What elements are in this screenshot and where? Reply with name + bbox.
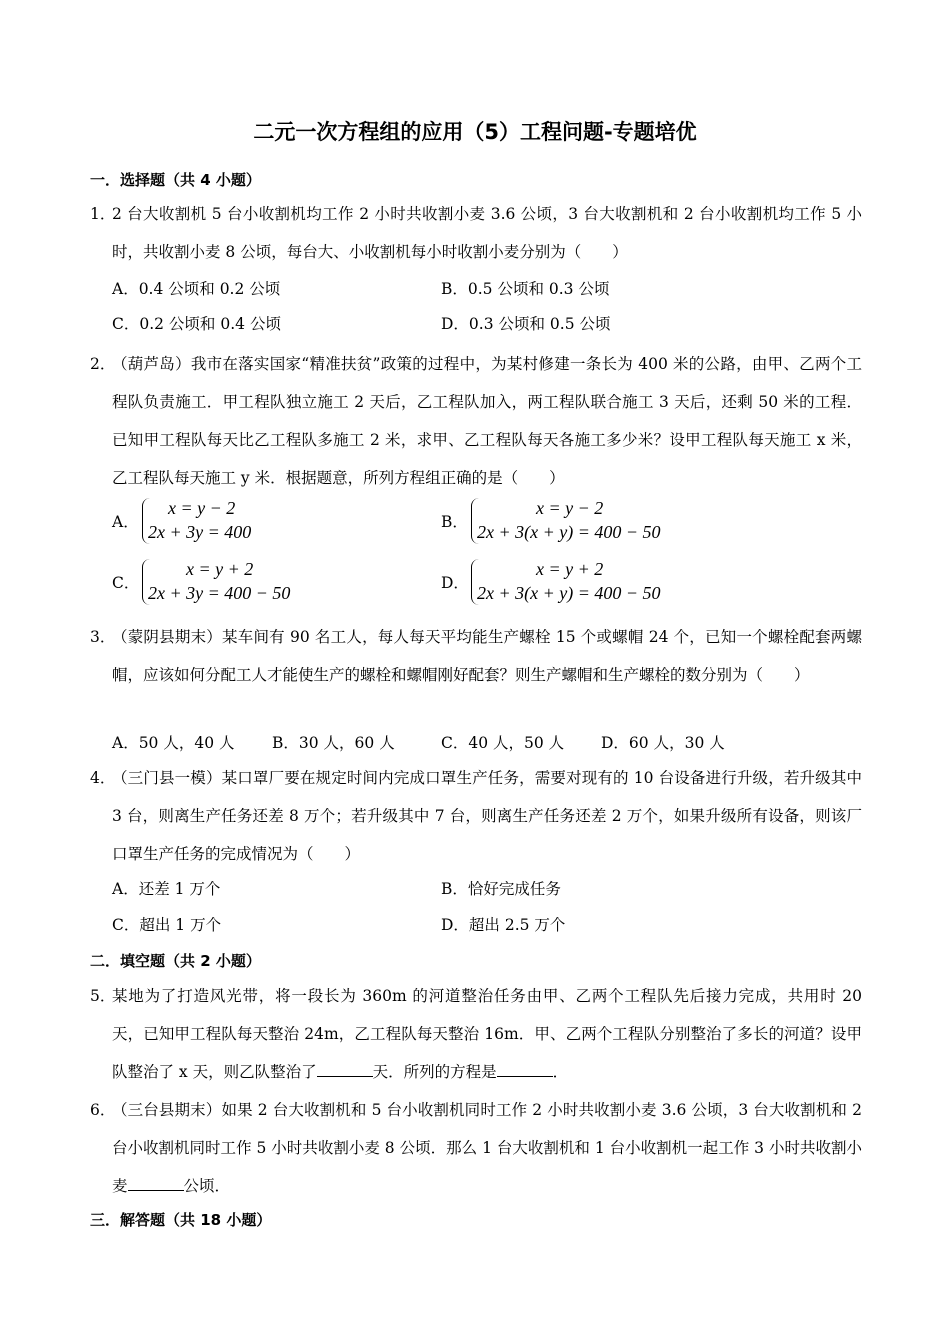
question-1 (90, 195, 862, 271)
option-d-label: D． (441, 574, 469, 592)
option-b: B．0.5 公顷和 0.3 公顷 (441, 280, 610, 298)
question-number: 2． (90, 355, 116, 373)
question-number: 5． (90, 987, 116, 1005)
option-c-eq2: 2x + 3y = 400 − 50 (148, 583, 291, 603)
question-number: 3． (90, 628, 116, 646)
option-c: C．0.2 公顷和 0.4 公顷 (112, 315, 281, 333)
section-heading-solve: 三．解答题（共 18 小题） (90, 1211, 272, 1229)
question-number: 1． (90, 205, 116, 223)
question-text: （葫芦岛）我市在落实国家“精准扶贫”政策的过程中，为某村修建一条长为 400 米的公路，由甲、乙两个工程队负责施工．甲工程队独立施工 2 天后，乙工程队加入，两工程队联合施工 3 天后，还剩 50 米的工程．已知甲工程队每天比乙工程队多施工 2 米，求甲、乙工程队每天各施工多少米？设甲工程队每天施工 x 米，乙工程队每天施工 y 米．根据题意，所列方程组正确的是（ ） (112, 355, 862, 487)
answer-blank[interactable] (317, 1062, 373, 1077)
option-a-eq2: 2x + 3y = 400 (148, 522, 252, 542)
option-d: D．超出 2.5 万个 (441, 916, 566, 934)
question-number: 6． (90, 1101, 116, 1119)
option-a: A．50 人，40 人 (112, 734, 235, 752)
option-a-eq1: x = y − 2 (168, 498, 236, 518)
question-text: （三门县一模）某口罩厂要在规定时间内完成口罩生产任务，需要对现有的 10 台设备进行升级，若升级其中 3 台，则离生产任务还差 8 万个；若升级其中 7 台，则离生产任务还差 2 万个，如果升级所有设备，则该厂口罩生产任务的完成情况为（ ） (112, 769, 862, 863)
question-text: 2 台大收割机 5 台小收割机均工作 2 小时共收割小麦 3.6 公顷，3 台大收割机和 2 台小收割机均工作 5 小时，共收割小麦 8 公顷，每台大、小收割机每小时收割小麦分别为（ ） (112, 205, 862, 261)
page-title: 二元一次方程组的应用（5）工程问题-专题培优 (253, 120, 697, 144)
question-text: （三台县期末）如果 2 台大收割机和 5 台小收割机同时工作 2 小时共收割小麦 3.6 公顷，3 台大收割机和 2 台小收割机同时工作 5 小时共收割小麦 8 公顷．那么 1 台大收割机和 1 台小收割机一起工作 3 小时共收割小麦 公顷． (112, 1101, 862, 1195)
question-4 (90, 759, 862, 873)
question-3 (90, 618, 862, 694)
option-c-label: C． (112, 574, 140, 592)
option-c-eq1: x = y + 2 (186, 559, 254, 579)
option-b-eq1: x = y − 2 (536, 498, 604, 518)
question-number: 4． (90, 769, 116, 787)
section-heading-fill: 二．填空题（共 2 小题） (90, 952, 261, 970)
question-2 (90, 345, 862, 497)
option-b: B．恰好完成任务 (441, 880, 561, 898)
option-a-label: A． (112, 513, 139, 531)
option-a: A．0.4 公顷和 0.2 公顷 (112, 280, 281, 298)
option-d: D．0.3 公顷和 0.5 公顷 (441, 315, 611, 333)
option-d-eq1: x = y + 2 (536, 559, 604, 579)
question-text: （蒙阴县期末）某车间有 90 名工人，每人每天平均能生产螺栓 15 个或螺帽 24 个，已知一个螺栓配套两螺帽，应该如何分配工人才能使生产的螺栓和螺帽刚好配套？则生产螺帽和生产螺栓的数分别为（ ） (112, 628, 862, 684)
option-c: C．40 人，50 人 (441, 734, 565, 752)
option-b-label: B． (441, 513, 468, 531)
option-a: A．还差 1 万个 (112, 880, 221, 898)
section-heading-choice: 一．选择题（共 4 小题） (90, 171, 261, 189)
question-6 (90, 1091, 862, 1205)
question-text: 某地为了打造风光带，将一段长为 360m 的河道整治任务由甲、乙两个工程队先后接力完成，共用时 20 天，已知甲工程队每天整治 24m，乙工程队每天整治 16m．甲、乙两个工程队分别整治了多长的河道？设甲队整治了 x 天，则乙队整治了 天．所列的方程是 ． (112, 987, 862, 1081)
option-b: B．30 人，60 人 (272, 734, 395, 752)
answer-blank[interactable] (497, 1062, 553, 1077)
question-5 (90, 977, 862, 1091)
option-b-eq2: 2x + 3(x + y) = 400 − 50 (477, 522, 661, 542)
option-c: C．超出 1 万个 (112, 916, 222, 934)
option-d-eq2: 2x + 3(x + y) = 400 − 50 (477, 583, 661, 603)
answer-blank[interactable] (128, 1176, 184, 1191)
option-d: D．60 人，30 人 (601, 734, 725, 752)
